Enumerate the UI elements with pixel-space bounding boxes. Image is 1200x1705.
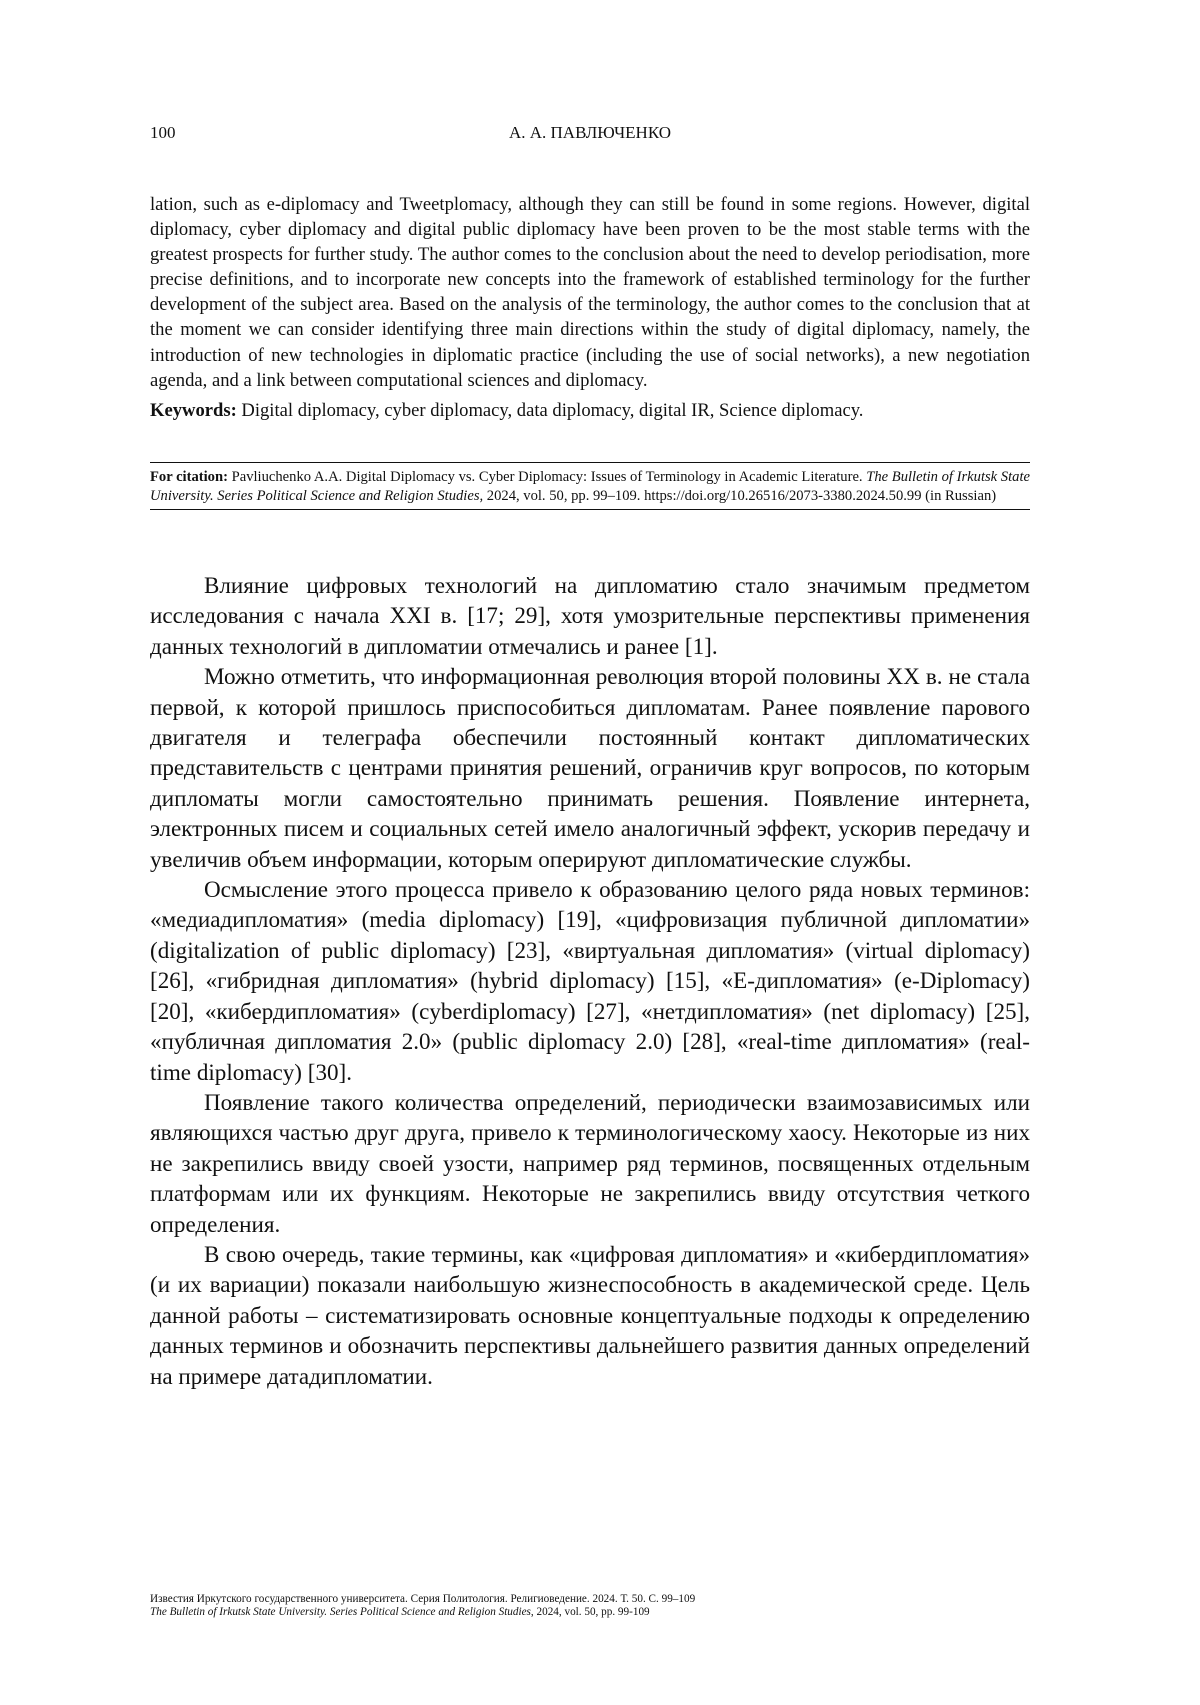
keywords-label: Keywords: <box>150 399 237 421</box>
running-head <box>150 123 1030 147</box>
footer-journal-en-title: The Bulletin of Irkutsk State University. Series Political Science and Religion Studies <box>150 1606 531 1618</box>
abstract <box>150 192 1030 423</box>
citation-box <box>150 462 1030 510</box>
footer-journal-en-details: , 2024, vol. 50, pp. 99-109 <box>530 1606 650 1618</box>
body-paragraph: Влияние цифровых технологий на дипломатию стало значимым предметом исследования с начала XXI в. [17; 29], хотя умозрительные перспективы применения данных технологий в дипломатии отмечались и ранее [1]. <box>150 572 1030 659</box>
citation-label: For citation: <box>150 469 228 485</box>
footer-journal-ru: Известия Иркутского государственного университета. Серия Политология. Религиоведение. 2024. Т. 50. С. 99–109 <box>150 1593 696 1605</box>
citation-text: Pavliuchenko A.A. Digital Diplomacy vs. Cyber Diplomacy: Issues of Terminology in Academic Literature. <box>227 469 867 485</box>
keywords-list: Digital diplomacy, cyber diplomacy, data diplomacy, digital IR, Science diplomacy. <box>236 399 864 421</box>
page-number: 100 <box>150 123 176 142</box>
body-paragraph: Осмысление этого процесса привело к образованию целого ряда новых терминов: «медиадипломатия» (media diplomacy) [19], «цифровизация публичной дипломатии» (digitalization of public diplomacy) [23], «виртуальная дипломатия» (virtual diplomacy) [26], «гибридная дипломатия» (hybrid diplomacy) [15], «E-дипломатия» (e-Diplomacy) [20], «кибердипломатия» (cyberdiplomacy) [27], «нетдипломатия» (net diplomacy) [25], «публичная дипломатия 2.0» (public diplomacy 2.0) [28], «real-time дипломатия» (real-time diplomacy) [30]. <box>150 876 1030 1085</box>
running-head-author: А. А. ПАВЛЮЧЕНКО <box>508 123 672 142</box>
keywords <box>150 398 1030 423</box>
article-body <box>150 570 1030 1391</box>
footer-journal-en <box>150 1606 1030 1619</box>
body-paragraph: В свою очередь, такие термины, как «цифровая дипломатия» и «кибердипломатия» (и их вариации) показали наибольшую жизнеспособность в академической среде. Цель данной работы – систематизировать основные концептуальные подходы к определению данных терминов и обозначить перспективы дальнейшего развития данных определений на примере датадипломатии. <box>150 1240 1030 1389</box>
page-footer <box>150 1593 1030 1619</box>
citation-journal: The Bulletin of Irkutsk State University. Series Political Science and Religion Studies, <box>150 469 1030 504</box>
body-paragraph: Можно отметить, что информационная революция второй половины XX в. не стала первой, к которой пришлось приспособиться дипломатам. Ранее появление парового двигателя и телеграфа обеспечили постоянный контакт дипломатических представительств с центрами принятия решений, ограничив круг вопросов, по которым дипломаты могли самостоятельно принимать решения. Появление интернета, электронных писем и социальных сетей имело аналогичный эффект, ускорив передачу и увеличив объем информации, которым оперируют дипломатические службы. <box>150 663 1030 872</box>
abstract-text: lation, such as e-diplomacy and Tweetplomacy, although they can still be found in some regions. However, digital diplomacy, cyber diplomacy and digital public diplomacy have been proven to be the most stable terms with the greatest prospects for further study. The author comes to the conclusion about the need to develop periodisation, more precise definitions, and to incorporate new concepts into the framework of established terminology for the further development of the subject area. Based on the analysis of the terminology, the author comes to the conclusion that at the moment we can consider identifying three main directions within the study of digital diplomacy, namely, the introduction of new technologies in diplomatic practice (including the use of social networks), a new negotiation agenda, and a link between computational sciences and diplomacy. <box>150 194 1030 391</box>
citation-details: 2024, vol. 50, pp. 99–109. https://doi.org/10.26516/2073-3380.2024.50.99 (in Russian) <box>483 488 997 504</box>
body-paragraph: Появление такого количества определений, периодически взаимозависимых или являющихся частью друг друга, привело к терминологическому хаосу. Некоторые из них не закрепились ввиду своей узости, например ряд терминов, посвященных отдельным платформам или их функциям. Некоторые не закрепились ввиду отсутствия четкого определения. <box>150 1088 1030 1237</box>
